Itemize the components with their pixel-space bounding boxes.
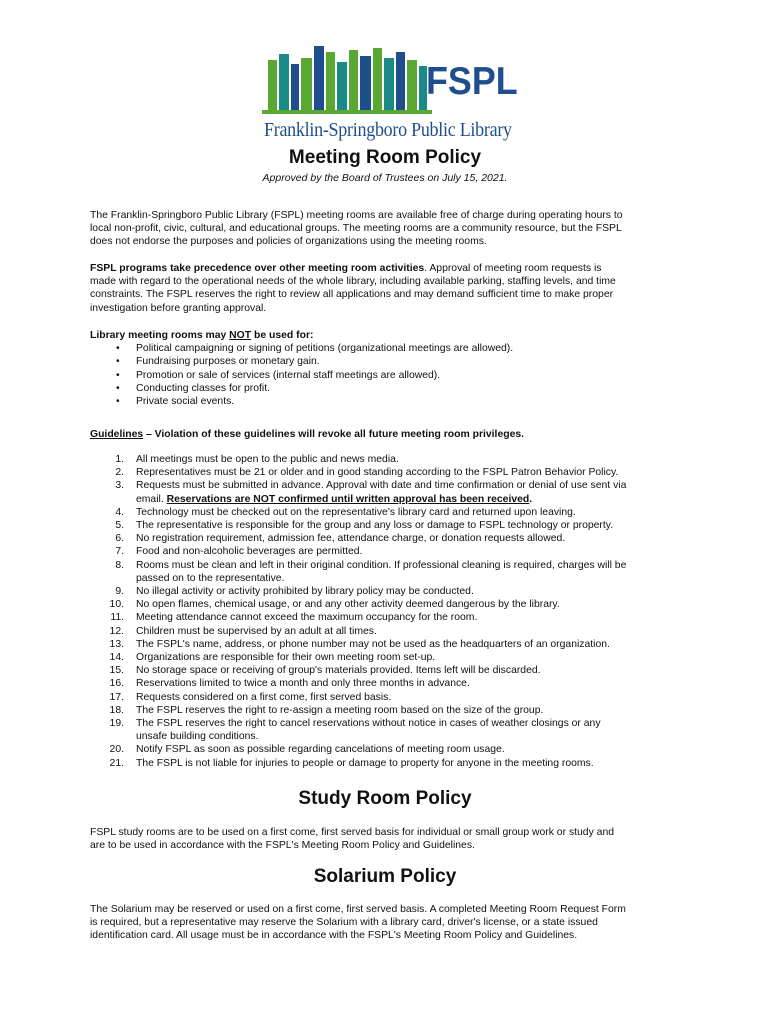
guideline-item [90, 559, 690, 585]
guideline-item [90, 506, 690, 519]
guideline-text: . [529, 493, 533, 505]
list-item: • Political campaigning or signing of petitions (organizational meetings are allowed). [90, 342, 690, 355]
guideline-item [90, 545, 690, 558]
guideline-number: 4. [115, 506, 124, 518]
solarium-paragraph [90, 903, 690, 943]
guideline-item [90, 479, 690, 505]
guideline-text: unsafe building conditions. [136, 731, 259, 743]
guideline-item [90, 466, 690, 479]
guideline-text: The FSPL reserves the right to re-assign a meeting room based on the size of the group. [136, 704, 544, 716]
guideline-number: 3. [115, 480, 124, 492]
guideline-text: Requests must be submitted in advance. Approval with date and time confirmation or denial of use sent via [136, 480, 627, 492]
guideline-number: 12. [109, 625, 124, 637]
guideline-number: 14. [109, 652, 124, 664]
guideline-item [90, 677, 690, 690]
meeting-room-title: Meeting Room Policy [288, 147, 482, 168]
list-item: • Promotion or sale of services (internal staff meetings are allowed). [90, 369, 690, 382]
restrictions-list [90, 342, 690, 408]
guideline-text: Food and non-alcoholic beverages are permitted. [136, 546, 363, 558]
precedence-line: constraints. The FSPL reserves the right to review all applications and may demand sufficient time to make proper [90, 289, 614, 301]
study-paragraph [90, 826, 690, 852]
solarium-line: identification card. All usage must be in accordance with the FSPL's Meeting Room Policy and Guidelines. [90, 930, 578, 942]
intro-line: The Franklin-Springboro Public Library (FSPL) meeting rooms are available free of charge during operating hours to [90, 210, 623, 221]
guideline-text: No open flames, chemical usage, or and any other activity deemed dangerous by the library. [136, 599, 560, 611]
guideline-item [90, 717, 690, 743]
guideline-number: 19. [109, 718, 124, 730]
guidelines-heading [90, 428, 690, 441]
guideline-text: email. [136, 493, 167, 505]
guideline-number: 18. [109, 704, 124, 716]
guideline-text: The FSPL reserves the right to cancel reservations without notice in cases of weather closings or any [136, 718, 601, 730]
guideline-text: Children must be supervised by an adult at all times. [136, 625, 377, 637]
list-item: • Fundraising purposes or monetary gain. [90, 355, 690, 368]
guidelines-list [90, 453, 690, 770]
guideline-text: Meeting attendance cannot exceed the maximum occupancy for the room. [136, 612, 478, 624]
not-emphasis: NOT [229, 330, 252, 341]
guideline-text: The FSPL's name, address, or phone number may not be used as the headquarters of an organization. [136, 638, 610, 650]
guideline-item [90, 585, 690, 598]
intro-paragraph [90, 209, 690, 249]
approval-note: Approved by the Board of Trustees on July 15, 2021. [262, 172, 508, 184]
solarium-line: The Solarium may be reserved or used on a first come, first served basis. A completed Meeting Room Request Form [90, 904, 626, 915]
guideline-number: 21. [109, 757, 124, 769]
precedence-line: made with regard to the operational needs of the whole library, including available parking, staffing levels, and time [90, 276, 616, 288]
restrictions-heading: Library meeting rooms may NOT be used for: [90, 330, 314, 341]
guideline-item [90, 598, 690, 611]
list-item: • Private social events. [90, 395, 690, 408]
guideline-item [90, 743, 690, 756]
guidelines-label: Guidelines [90, 429, 144, 440]
precedence-paragraph [90, 262, 690, 315]
guidelines-warning: – Violation of these guidelines will revoke all future meeting room privileges. [143, 429, 525, 440]
precedence-line: investigation before granting approval. [90, 302, 267, 314]
guideline-number: 13. [109, 638, 124, 650]
logo-subtitle: Franklin-Springboro Public Library [264, 119, 512, 141]
guideline-item [90, 611, 690, 624]
guideline-number: 8. [115, 559, 124, 571]
guideline-number: 10. [109, 599, 124, 611]
intro-line: does not endorse the purposes and policies of organizations using the meeting rooms. [90, 236, 487, 248]
guideline-number: 1. [115, 454, 124, 465]
guideline-item [90, 704, 690, 717]
restrictions-section [90, 329, 690, 408]
guideline-text: passed on to the representative. [136, 572, 285, 584]
guideline-text: Technology must be checked out on the representative's library card and returned upon leaving. [136, 506, 576, 518]
study-room-title: Study Room Policy [298, 788, 472, 809]
guideline-text: The FSPL is not liable for injuries to people or damage to property for anyone in the meeting rooms. [136, 757, 594, 769]
precedence-line: . Approval of meeting room requests is [424, 263, 602, 274]
precedence-bold: FSPL programs take precedence over other meeting room activities [90, 263, 425, 274]
guideline-text: Organizations are responsible for their own meeting room set-up. [136, 652, 436, 664]
guideline-text: Notify FSPL as soon as possible regarding cancelations of meeting room usage. [136, 744, 505, 756]
guideline-text: No storage space or receiving of group's materials provided. Items left will be discarded. [136, 665, 541, 677]
guideline-text: No registration requirement, admission fee, attendance charge, or donation requests allowed. [136, 533, 566, 545]
guideline-number: 7. [115, 546, 124, 558]
guideline-item [90, 625, 690, 638]
solarium-title: Solarium Policy [313, 866, 457, 887]
guideline-number: 17. [109, 691, 124, 703]
guideline-number: 6. [115, 533, 124, 545]
book-spines-icon [262, 42, 432, 114]
guideline-number: 11. [110, 612, 124, 624]
logo-wordmark: FSPL [426, 60, 518, 103]
guideline-item [90, 691, 690, 704]
guideline-item [90, 453, 690, 466]
guideline-number: 2. [115, 467, 124, 479]
intro-line: local non-profit, civic, cultural, and educational groups. The meeting rooms are a community resource, but the FSPL [90, 223, 622, 235]
library-logo [262, 42, 524, 142]
study-line: are to be used in accordance with the FSPL's Meeting Room Policy and Guidelines. [90, 840, 475, 852]
guideline-number: 5. [115, 520, 124, 532]
guideline-item [90, 757, 690, 770]
guideline-text: Rooms must be clean and left in their original condition. If professional cleaning is required, charges will be [136, 559, 627, 571]
guideline-item [90, 638, 690, 651]
guideline-text: The representative is responsible for the group and any loss or damage to FSPL technology or property. [136, 520, 614, 532]
guideline-text: No illegal activity or activity prohibited by library policy may be conducted. [136, 586, 474, 598]
guideline-number: 9. [115, 586, 124, 598]
guideline-text: Reservations limited to twice a month and only three months in advance. [136, 678, 470, 690]
study-line: FSPL study rooms are to be used on a first come, first served basis for individual or small group work or study and [90, 827, 614, 838]
guideline-item [90, 651, 690, 664]
guideline-item [90, 664, 690, 677]
guideline-text: All meetings must be open to the public and news media. [136, 454, 399, 465]
guideline-number: 16. [109, 678, 124, 690]
guideline-number: 20. [109, 744, 124, 756]
guideline-item [90, 519, 690, 532]
guideline-item [90, 532, 690, 545]
guideline-emphasis: Reservations are NOT confirmed until written approval has been received [166, 493, 530, 505]
guideline-text: Requests considered on a first come, first served basis. [136, 691, 392, 703]
solarium-line: is required, but a representative may reserve the Solarium with a library card, driver's license, or a state issued [90, 917, 598, 929]
guideline-number: 15. [109, 665, 124, 677]
list-item: • Conducting classes for profit. [90, 382, 690, 395]
guideline-text: Representatives must be 21 or older and in good standing according to the FSPL Patron Behavior Policy. [136, 467, 619, 479]
